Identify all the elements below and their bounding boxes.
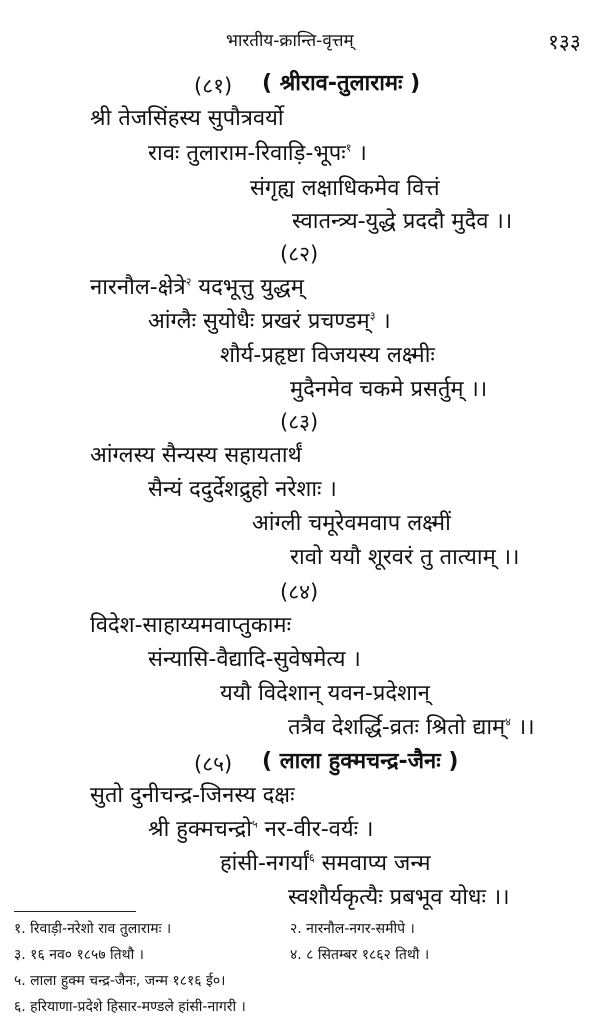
page-number: १३३ bbox=[548, 30, 581, 54]
footnote: ६. हरियाणा-प्रदेशे हिसार-मण्डले हांसी-नागरी । bbox=[14, 999, 246, 1015]
verse-line: हांसी-नगर्यां$^६$ समवाप्य जन्म bbox=[220, 851, 431, 876]
verse-line: ययौ विदेशान् यवन-प्रदेशान् bbox=[220, 681, 430, 706]
footnote: १. रिवाड़ी-नरेशो राव तुलारामः । bbox=[14, 921, 172, 937]
verse-line: आंग्लैः सुयोधैः प्रखरं प्रचण्डम्$^३$ । bbox=[148, 309, 391, 334]
verse-line: सैन्यं ददुर्देशद्रुहो नरेशाः । bbox=[148, 477, 337, 502]
footnote-ref: ५ bbox=[251, 817, 258, 831]
verse-line: नारनौल-क्षेत्रे$^२$ यदभूत्तु युद्धम् bbox=[90, 275, 304, 300]
verse-line: श्री तेजसिंहस्य सुपौत्रवर्यो bbox=[90, 106, 284, 131]
verse-line: आंग्लस्य सैन्यस्य सहायतार्थं bbox=[90, 443, 302, 468]
footnote-divider bbox=[14, 911, 136, 912]
verse-line: सुतो दुनीचन्द्र-जिनस्य दक्षः bbox=[90, 783, 295, 808]
verse-line: मुदैनमेव चकमे प्रसर्तुम् ।। bbox=[290, 377, 488, 402]
footnote-ref: ३ bbox=[369, 309, 376, 323]
verse-line: रावो ययौ शूरवरं तु तात्याम् ।। bbox=[290, 545, 520, 570]
verse-number: (८५) bbox=[194, 752, 233, 776]
footnote-ref: १ bbox=[345, 141, 352, 155]
footnote: ५. लाला हुक्म चन्द्र-जैनः, जन्म १८१६ ई०। bbox=[14, 973, 226, 989]
footnote: २. नारनौल-नगर-समीपे । bbox=[290, 921, 415, 937]
verse-line: संगृह्य लक्षाधिकमेव वित्तं bbox=[250, 176, 440, 201]
verse-number: (८४) bbox=[280, 580, 319, 604]
footnote-ref: ४ bbox=[505, 715, 511, 729]
verse-number: (८१) bbox=[194, 74, 233, 98]
verse-line: रावः तुलाराम-रिवाड़ि-भूपः$^१$ । bbox=[148, 141, 367, 166]
footnote: ४. ८ सितम्बर १८६२ तिथौ । bbox=[290, 947, 430, 963]
footnote: ३. १६ नव० १८५७ तिथौ । bbox=[14, 947, 144, 963]
running-header: भारतीय-क्रान्ति-वृत्तम् bbox=[226, 31, 354, 51]
verse-line: तत्रैव देशर्द्धि-व्रतः श्रितो द्याम्$^४$ ।। bbox=[288, 715, 535, 740]
verse-line: शौर्य-प्रहृष्टा विजयस्य लक्ष्मीः bbox=[220, 343, 435, 368]
verse-line: स्वशौर्यकृत्यैः प्रबभूव योधः ।। bbox=[288, 885, 510, 910]
verse-line: श्री हुक्मचन्द्रो$^५$ नर-वीर-वर्यः । bbox=[148, 817, 374, 842]
footnote-ref: ६ bbox=[308, 851, 315, 865]
verse-number: (८२) bbox=[280, 242, 319, 266]
footnote-ref: २ bbox=[185, 275, 192, 289]
verse-title: ( श्रीराव-तुलारामः ) bbox=[262, 71, 421, 96]
verse-number: (८३) bbox=[280, 410, 319, 434]
verse-line: विदेश-साहाय्यमवाप्तुकामः bbox=[90, 613, 292, 638]
verse-line: स्वातन्त्र्य-युद्धे प्रददौ मुदैव ।। bbox=[292, 209, 513, 234]
verse-line: आंग्ली चमूरेवमवाप लक्ष्मीं bbox=[252, 511, 451, 536]
verse-line: संन्यासि-वैद्यादि-सुवेषमेत्य । bbox=[148, 647, 361, 672]
verse-title: ( लाला हुक्मचन्द्र-जैनः ) bbox=[262, 749, 459, 774]
